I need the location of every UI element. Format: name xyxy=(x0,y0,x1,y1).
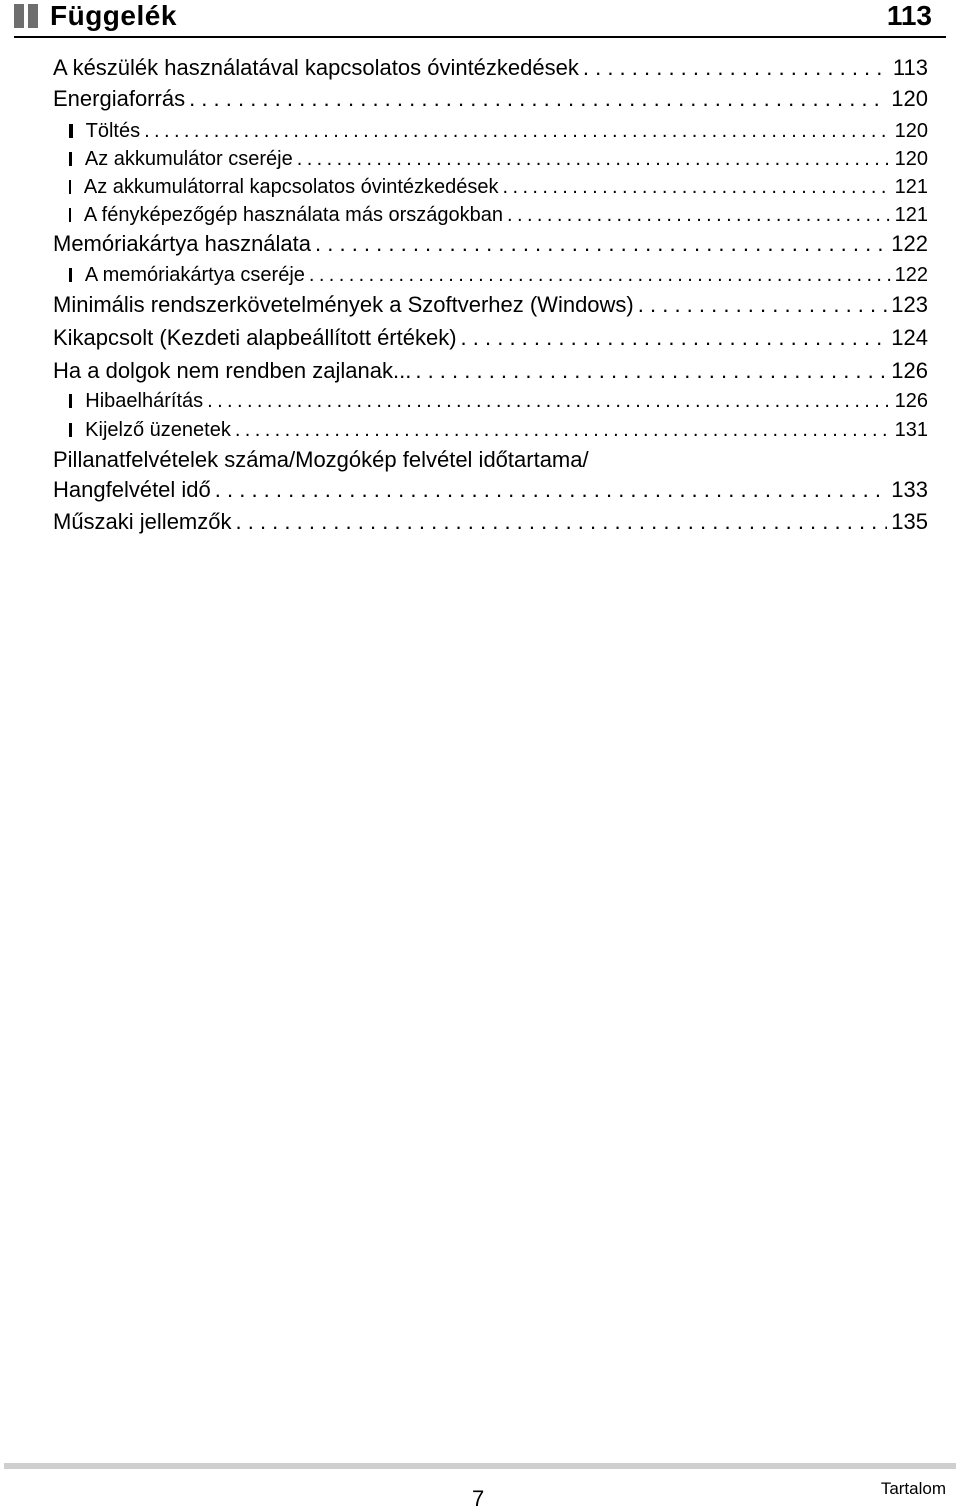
bullet-square-icon xyxy=(69,423,72,437)
toc-entry-page: 135 xyxy=(891,509,928,534)
toc-entry[interactable] xyxy=(53,357,928,385)
toc-subentry[interactable] xyxy=(53,117,928,145)
dot-leader xyxy=(461,324,888,352)
toc-subentry[interactable] xyxy=(53,261,928,289)
dot-leader xyxy=(236,508,888,536)
dot-leader xyxy=(297,145,891,173)
toc-entry-page: 120 xyxy=(894,148,928,170)
toc-entry-label: A készülék használatával kapcsolatos óvintézkedések xyxy=(53,55,579,80)
section-header xyxy=(14,0,946,38)
toc-entry[interactable] xyxy=(53,324,928,352)
toc-entry-label: Kikapcsolt (Kezdeti alapbeállított értékek) xyxy=(53,325,457,350)
toc-entry-page: 121 xyxy=(894,176,928,198)
footer-page-number: 7 xyxy=(472,1486,485,1511)
dot-leader xyxy=(309,261,891,289)
dot-leader xyxy=(189,85,887,113)
toc-entry[interactable] xyxy=(53,476,928,504)
toc-entry-label: Hibaelhárítás xyxy=(85,390,204,412)
toc-entry[interactable] xyxy=(53,230,928,258)
section-page-number: 113 xyxy=(886,0,932,31)
dot-leader xyxy=(235,416,891,444)
toc-entry-label: Memóriakártya használata xyxy=(53,231,312,256)
dot-leader xyxy=(415,357,887,385)
toc-entry-page: 120 xyxy=(891,86,928,111)
toc-entry-label: Töltés xyxy=(85,120,141,142)
dot-leader xyxy=(638,291,888,319)
footer-divider xyxy=(4,1463,956,1469)
toc-entry[interactable] xyxy=(53,291,928,319)
dot-leader xyxy=(507,201,891,229)
toc-entry-label: Az akkumulátorral kapcsolatos óvintézkedések xyxy=(83,176,499,198)
bullet-square-icon xyxy=(69,152,72,166)
section-marker-icon xyxy=(14,4,40,28)
toc-entry-page: 121 xyxy=(894,204,928,226)
toc-entry-page: 122 xyxy=(894,264,928,286)
toc-entry-page: 113 xyxy=(892,55,928,80)
bullet-square-icon xyxy=(69,208,71,222)
dot-leader xyxy=(503,173,891,201)
toc-subentry[interactable] xyxy=(53,201,928,229)
dot-leader xyxy=(215,476,888,504)
toc-entry-label: A fényképezőgép használata más országokban xyxy=(83,204,504,226)
toc-subentry[interactable] xyxy=(53,173,928,201)
toc-entry[interactable] xyxy=(53,54,928,82)
bullet-square-icon xyxy=(69,268,72,282)
dot-leader xyxy=(583,54,889,82)
toc-entry[interactable] xyxy=(53,508,928,536)
toc-entry-page: 123 xyxy=(891,292,928,317)
toc-entry[interactable] xyxy=(53,85,928,113)
toc-entry-label: Energiaforrás xyxy=(53,86,186,111)
dot-leader xyxy=(144,117,891,145)
toc-entry-label: Műszaki jellemzők xyxy=(53,509,232,534)
toc-entry-label: Az akkumulátor cseréje xyxy=(84,148,293,170)
section-title: Függelék xyxy=(50,0,177,31)
toc-entry-label: Hangfelvétel idő xyxy=(53,477,211,502)
footer-section-label: Tartalom xyxy=(880,1479,946,1498)
dot-leader xyxy=(207,387,890,415)
bullet-square-icon xyxy=(69,180,71,194)
toc-entry-page: 133 xyxy=(891,477,928,502)
dot-leader xyxy=(315,230,887,258)
bullet-square-icon xyxy=(69,394,72,408)
toc-entry-page: 124 xyxy=(891,325,928,350)
header-divider xyxy=(14,36,946,38)
toc-entry-page: 126 xyxy=(894,390,928,412)
toc-entry-label: Kijelző üzenetek xyxy=(85,419,231,441)
toc-subentry[interactable] xyxy=(53,145,928,173)
bullet-square-icon xyxy=(69,124,73,138)
toc-entry-page: 122 xyxy=(891,231,928,256)
toc-subentry[interactable] xyxy=(53,416,928,444)
toc-subentry[interactable] xyxy=(53,387,928,415)
toc-entry-page: 131 xyxy=(894,419,928,441)
toc-entry-page: 120 xyxy=(894,120,928,142)
toc-entry-label: A memóriakártya cseréje xyxy=(84,264,305,286)
toc-entry-label-line1[interactable]: Pillanatfelvételek száma/Mozgókép felvétel időtartama/ xyxy=(53,447,589,472)
toc-entry-page: 126 xyxy=(891,358,928,383)
toc-entry-label: Minimális rendszerkövetelmények a Szoftverhez (Windows) xyxy=(53,292,634,317)
toc-entry-label: Ha a dolgok nem rendben zajlanak... xyxy=(53,358,412,383)
